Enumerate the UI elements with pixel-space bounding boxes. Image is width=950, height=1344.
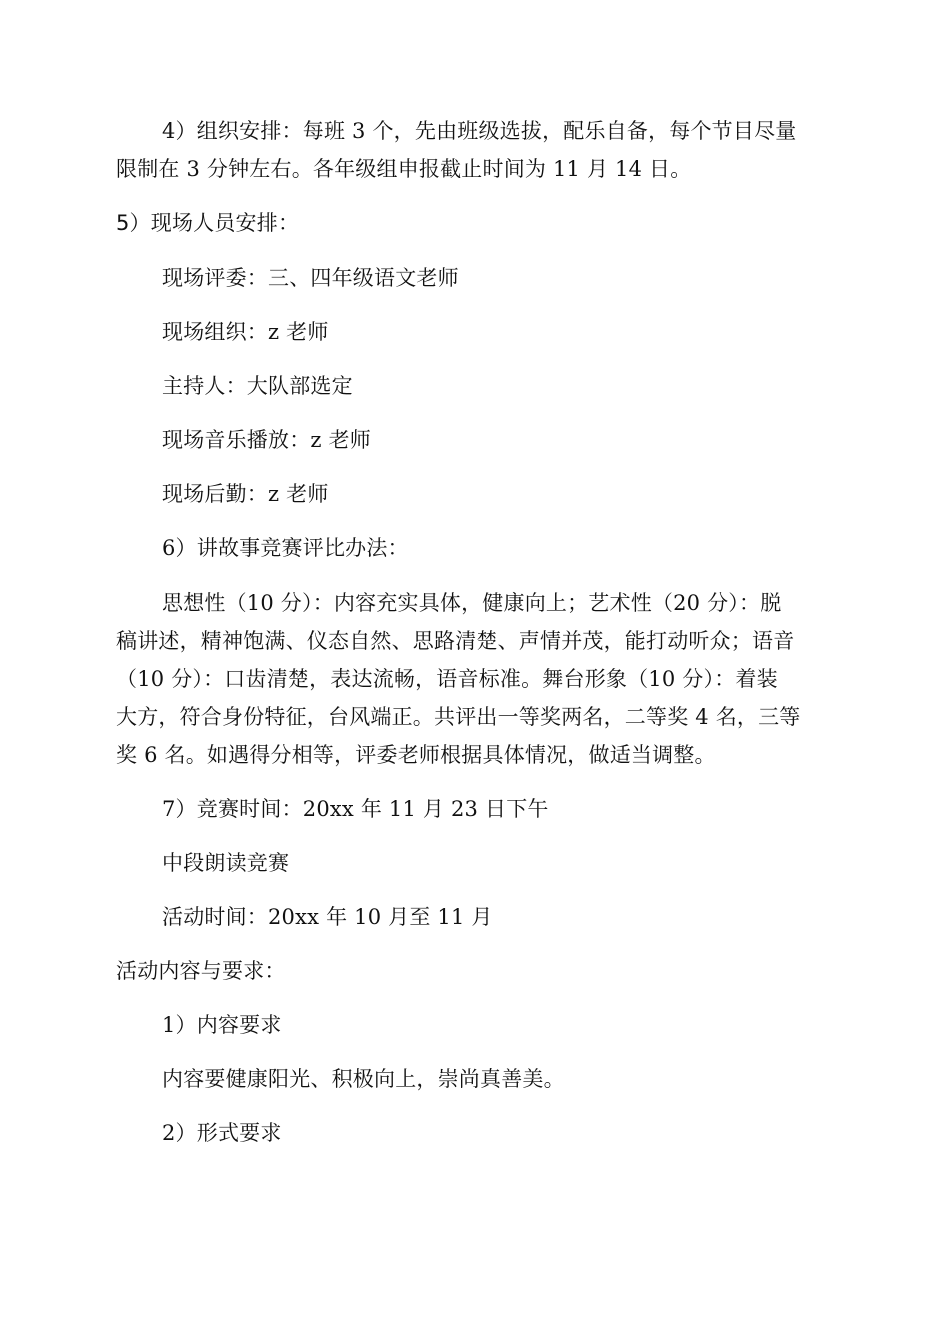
- content-requirement-heading: 1）内容要求: [162, 1013, 282, 1037]
- activity-time-line: 活动时间：20xx 年 10 月至 11 月: [162, 905, 493, 929]
- section-6-heading: 6）讲故事竞赛评比办法：: [162, 536, 409, 560]
- activity-requirements-heading: 活动内容与要求：: [116, 959, 286, 983]
- judges-line: 现场评委：三、四年级语文老师: [162, 266, 459, 290]
- paragraph-4-line-1: 4）组织安排：每班 3 个，先由班级选拔，配乐自备，每个节目尽量: [162, 119, 797, 143]
- organizer-line: 现场组织：z 老师: [162, 320, 329, 344]
- criteria-line-5: 奖 6 名。如遇得分相等，评委老师根据具体情况，做适当调整。: [116, 743, 716, 767]
- section-5-heading: 5）现场人员安排：: [116, 211, 300, 235]
- paragraph-4-line-2: 限制在 3 分钟左右。各年级组申报截止时间为 11 月 14 日。: [116, 157, 692, 181]
- mid-reading-title: 中段朗读竞赛: [162, 851, 290, 875]
- form-requirement-heading: 2）形式要求: [162, 1121, 282, 1145]
- host-line: 主持人：大队部选定: [162, 374, 353, 398]
- criteria-line-2: 稿讲述，精神饱满、仪态自然、思路清楚、声情并茂，能打动听众；语音: [116, 629, 795, 653]
- section-7-heading: 7）竞赛时间：20xx 年 11 月 23 日下午: [162, 797, 549, 821]
- content-requirement-text: 内容要健康阳光、积极向上，崇尚真善美。: [162, 1067, 565, 1091]
- logistics-line: 现场后勤：z 老师: [162, 482, 329, 506]
- criteria-line-1: 思想性（10 分）：内容充实具体，健康向上；艺术性（20 分）：脱: [162, 591, 782, 615]
- criteria-line-4: 大方，符合身份特征，台风端正。共评出一等奖两名，二等奖 4 名，三等: [116, 705, 801, 729]
- criteria-line-3: （10 分）：口齿清楚，表达流畅，语音标准。舞台形象（10 分）：着装: [116, 667, 778, 691]
- music-line: 现场音乐播放：z 老师: [162, 428, 371, 452]
